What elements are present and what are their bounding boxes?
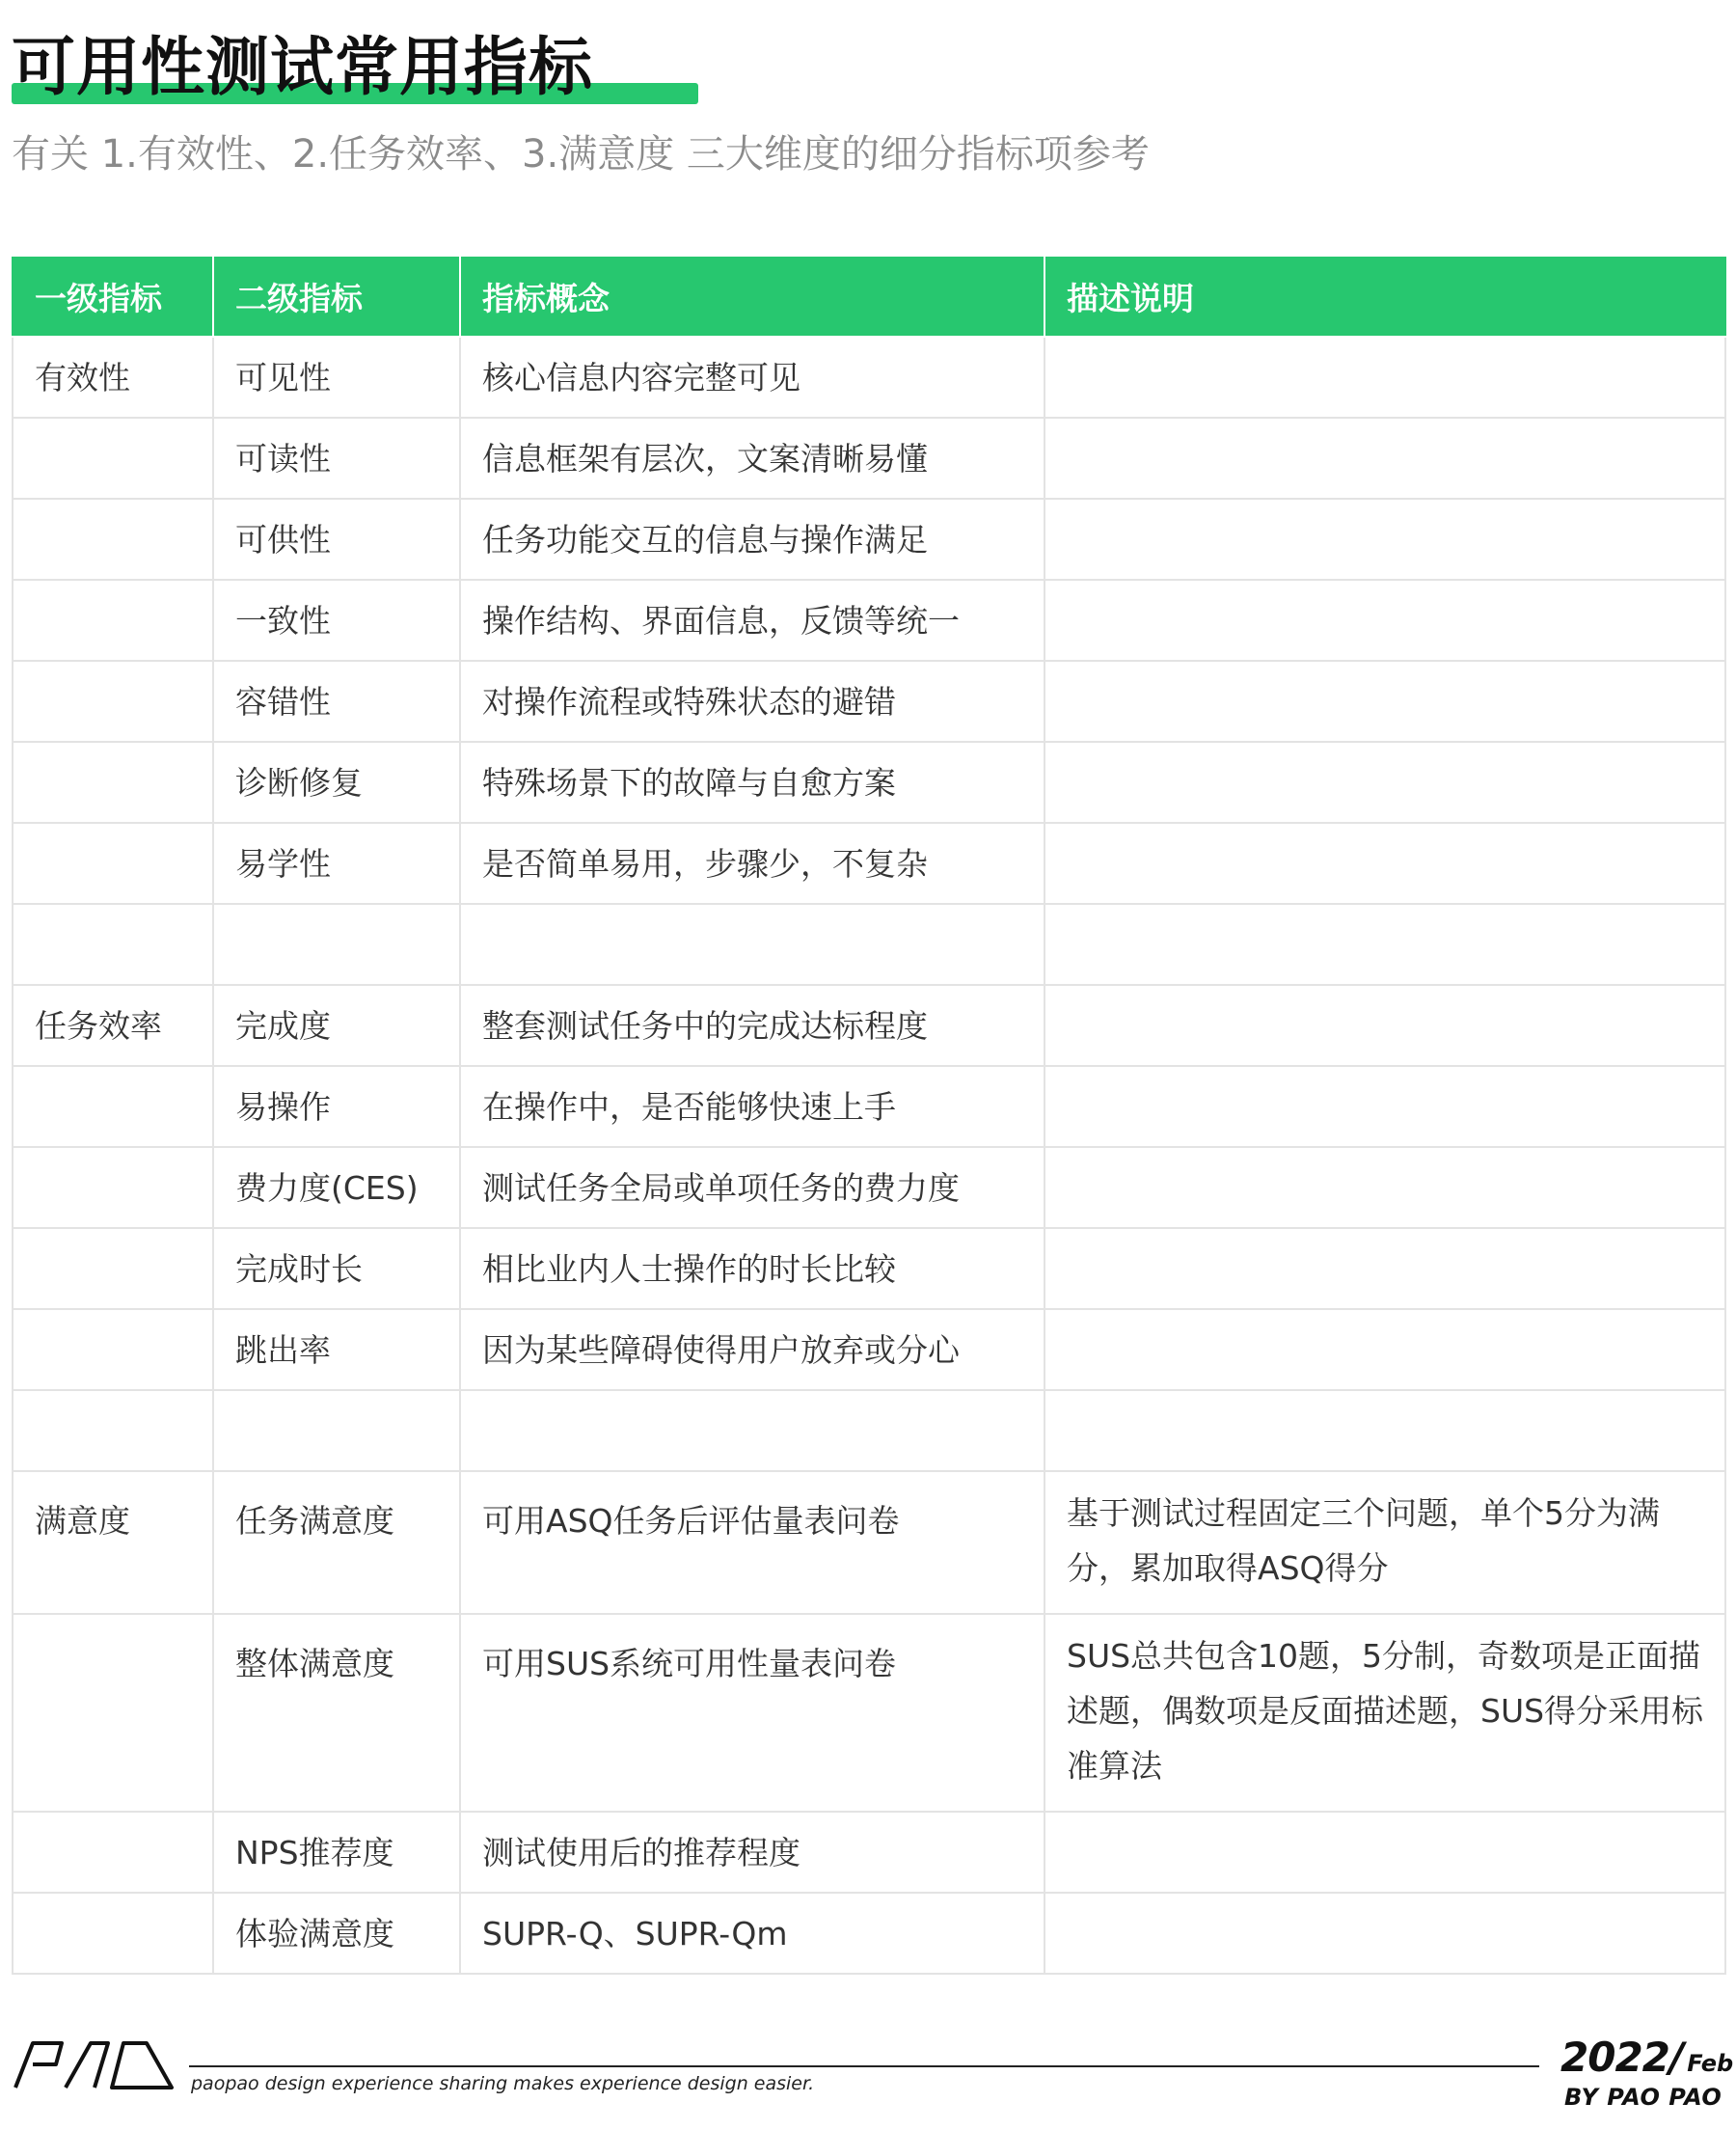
footer-date [1560,2034,1733,2081]
table-cell [1044,580,1725,661]
table-row [13,1471,1725,1614]
table-cell: NPS推荐度 [213,1812,460,1893]
table-cell: SUS总共包含10题，5分制，奇数项是正面描述题，偶数项是反面描述题，SUS得分采用标准算法 [1044,1614,1725,1812]
table-cell [1044,1893,1725,1974]
table-header-row [13,257,1725,337]
table-cell [13,1309,213,1390]
column-header-level1: 一级指标 [13,257,213,337]
footer-tagline: paopao design experience sharing makes experience design easier. [191,2073,815,2094]
table-cell [1044,1390,1725,1471]
table-row [13,1228,1725,1309]
table-cell: 基于测试过程固定三个问题，单个5分为满分，累加取得ASQ得分 [1044,1471,1725,1614]
column-header-concept: 指标概念 [460,257,1044,337]
table-cell: 是否简单易用，步骤少，不复杂 [460,823,1044,904]
table-cell: 任务功能交互的信息与操作满足 [460,499,1044,580]
table-cell: 测试任务全局或单项任务的费力度 [460,1147,1044,1228]
column-header-description: 描述说明 [1044,257,1725,337]
table-row [13,580,1725,661]
table-cell: 可读性 [213,418,460,499]
table-cell: 完成度 [213,985,460,1066]
table-cell [1044,1812,1725,1893]
table-cell: 任务满意度 [213,1471,460,1614]
footer-divider [189,2065,1539,2067]
table-cell: 对操作流程或特殊状态的避错 [460,661,1044,742]
table-cell: 有效性 [13,337,213,418]
table-cell: 测试使用后的推荐程度 [460,1812,1044,1893]
table-cell: 体验满意度 [213,1893,460,1974]
table-row [13,1309,1725,1390]
table-cell: 特殊场景下的故障与自愈方案 [460,742,1044,823]
table-cell: 操作结构、界面信息，反馈等统一 [460,580,1044,661]
table-cell [13,742,213,823]
table-cell [1044,661,1725,742]
table-cell: 可供性 [213,499,460,580]
table-cell: 整套测试任务中的完成达标程度 [460,985,1044,1066]
table-cell [1044,337,1725,418]
table-cell: 完成时长 [213,1228,460,1309]
table-cell [13,1614,213,1812]
table-row [13,418,1725,499]
table-cell: 在操作中，是否能够快速上手 [460,1066,1044,1147]
table-row [13,742,1725,823]
table-cell [13,499,213,580]
table-cell [1044,985,1725,1066]
table-cell [1044,904,1725,985]
table-cell: 整体满意度 [213,1614,460,1812]
table-row [13,499,1725,580]
table-row-empty [13,904,1725,985]
page-title: 可用性测试常用指标 [12,30,593,104]
table-cell [1044,823,1725,904]
table-cell: 容错性 [213,661,460,742]
table-cell [13,661,213,742]
table-row [13,1893,1725,1974]
table-cell: 核心信息内容完整可见 [460,337,1044,418]
footer-byline: BY PAO PAO [1564,2084,1722,2111]
table-cell: 跳出率 [213,1309,460,1390]
table-cell [460,1390,1044,1471]
footer-year: 2022/ [1560,2034,1684,2081]
table-cell [13,1812,213,1893]
table-cell [213,904,460,985]
table-cell [1044,1066,1725,1147]
column-header-level2: 二级指标 [213,257,460,337]
table-row [13,1066,1725,1147]
footer-month: Feb [1687,2050,1734,2077]
table-cell [13,1390,213,1471]
table-cell [13,580,213,661]
table-row [13,661,1725,742]
table-cell [13,418,213,499]
table-cell [213,1390,460,1471]
metrics-table [12,257,1726,1975]
table-cell: 因为某些障碍使得用户放弃或分心 [460,1309,1044,1390]
table-cell [1044,1147,1725,1228]
table-cell: 任务效率 [13,985,213,1066]
table-cell: 费力度(CES) [213,1147,460,1228]
table-row [13,337,1725,418]
table-cell: 信息框架有层次，文案清晰易懂 [460,418,1044,499]
table-cell [13,823,213,904]
paopao-logo-icon [12,2037,176,2091]
table-cell [1044,1228,1725,1309]
table-cell: 易学性 [213,823,460,904]
table-cell [1044,499,1725,580]
table-cell [13,904,213,985]
table-row-empty [13,1390,1725,1471]
table-cell: 诊断修复 [213,742,460,823]
table-row [13,1147,1725,1228]
table-cell [13,1147,213,1228]
table-cell: 易操作 [213,1066,460,1147]
table-cell: 满意度 [13,1471,213,1614]
table-cell [13,1228,213,1309]
table-row [13,1812,1725,1893]
table-cell [13,1893,213,1974]
table-cell [460,904,1044,985]
table-cell [1044,1309,1725,1390]
table-cell [13,1066,213,1147]
table-cell: 相比业内人士操作的时长比较 [460,1228,1044,1309]
table-cell: SUPR-Q、SUPR-Qm [460,1893,1044,1974]
table-cell: 可用SUS系统可用性量表问卷 [460,1614,1044,1812]
table-row [13,1614,1725,1812]
table-row [13,985,1725,1066]
table-cell [1044,742,1725,823]
table-cell: 可用ASQ任务后评估量表问卷 [460,1471,1044,1614]
page-subtitle: 有关 1.有效性、2.任务效率、3.满意度 三大维度的细分指标项参考 [12,132,1150,177]
table-cell: 可见性 [213,337,460,418]
table-cell: 一致性 [213,580,460,661]
table-row [13,823,1725,904]
table-cell [1044,418,1725,499]
